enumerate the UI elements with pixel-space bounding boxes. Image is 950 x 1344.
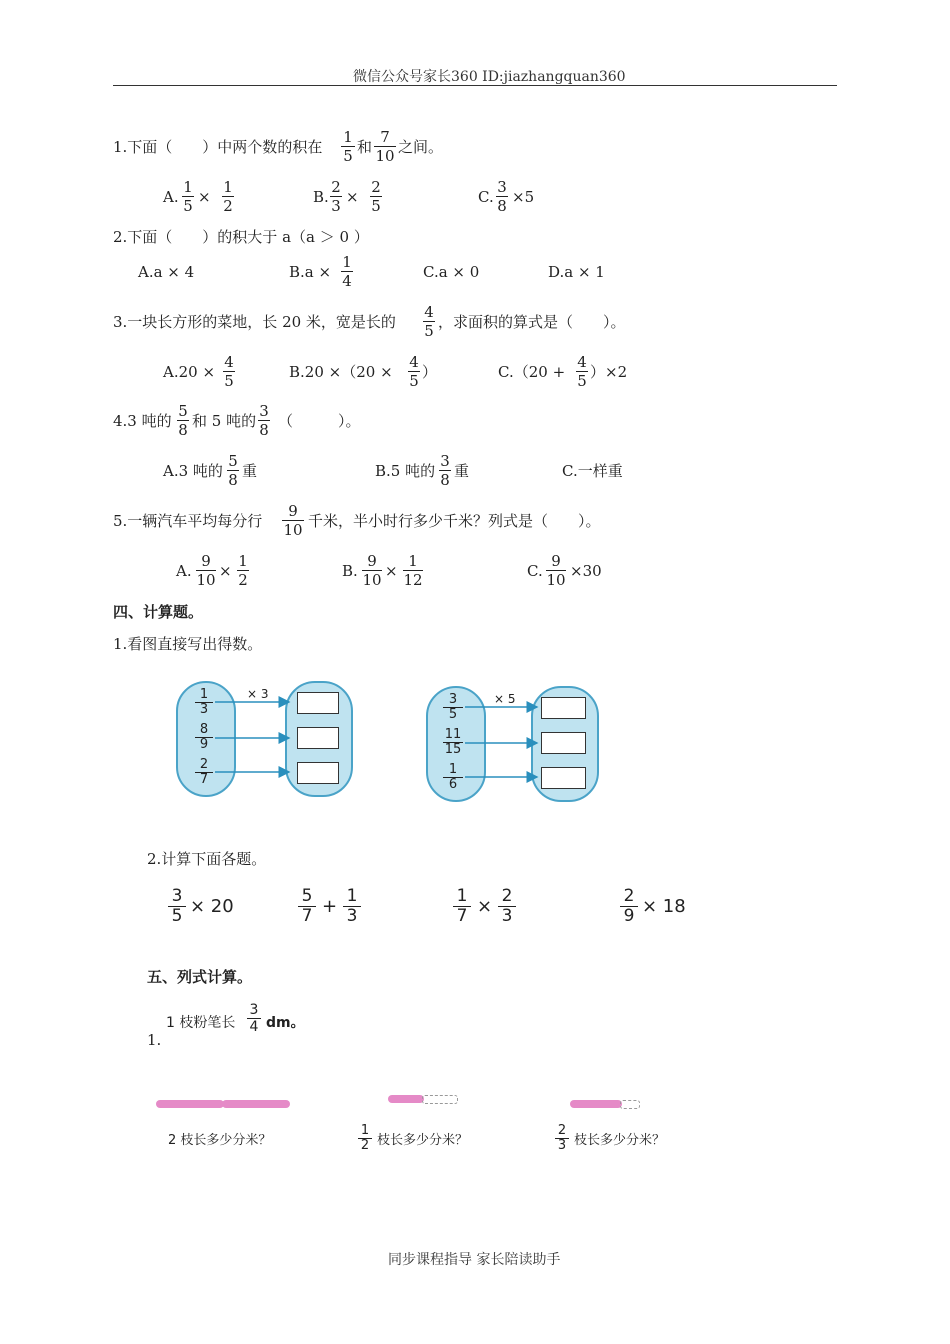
q3-text-a: 3.一块长方形的菜地，长 20 米，宽是长的 bbox=[113, 313, 396, 331]
calc-2-frac2: 1 3 bbox=[343, 887, 361, 926]
diagram-2-multiplier: × 5 bbox=[494, 692, 516, 706]
diagram-2-frac-1: 3 5 bbox=[443, 693, 463, 722]
answer-box[interactable] bbox=[541, 732, 586, 754]
calc-2-op: + bbox=[322, 896, 338, 917]
q4-opt-b: B.5 吨的 bbox=[375, 462, 436, 480]
answer-box[interactable] bbox=[541, 697, 586, 719]
q1-opt-a-label: A. bbox=[163, 188, 179, 206]
diagram-2-frac-3: 1 6 bbox=[443, 763, 463, 792]
q3-opt-b: B.20 ×（20 × bbox=[289, 363, 393, 381]
q5-opt-a-frac1: 9 10 bbox=[196, 552, 216, 589]
s4-q2-text: 2.计算下面各题。 bbox=[147, 850, 267, 868]
q4-text-b: 和 5 吨的 bbox=[192, 412, 257, 430]
q2-opt-d: D.a × 1 bbox=[548, 263, 605, 281]
q4-text-a: 4.3 吨的 bbox=[113, 412, 172, 430]
page-header: 微信公众号家长360 ID:jiazhangquan360 bbox=[353, 69, 626, 85]
q5-opt-b-op: × bbox=[385, 562, 398, 580]
diagram-1-frac-1: 1 3 bbox=[195, 688, 213, 717]
q4-opt-b-frac: 3 8 bbox=[440, 452, 450, 489]
header-rule bbox=[113, 85, 837, 86]
q1-text-a: 1.下面（ ）中两个数的积在 bbox=[113, 138, 323, 156]
diagram-2-frac-2: 11 15 bbox=[444, 727, 462, 757]
diagram-1-frac-3: 2 7 bbox=[195, 758, 213, 787]
calc-1-frac: 3 5 bbox=[168, 887, 186, 926]
q1-opt-c-tail: ×5 bbox=[512, 188, 535, 206]
q1-text-b: 和 bbox=[357, 138, 373, 156]
q4-text-c: （ ）。 bbox=[278, 412, 361, 430]
q5-opt-c-tail: ×30 bbox=[570, 562, 602, 580]
q5-opt-a-op: × bbox=[219, 562, 232, 580]
q1-opt-b-frac1: 2 3 bbox=[331, 178, 341, 215]
q4-opt-a-tail: 重 bbox=[242, 462, 258, 480]
q2-text: 2.下面（ ）的积大于 a（a ＞ 0 ） bbox=[113, 228, 369, 246]
q1-opt-b-op: × bbox=[346, 188, 359, 206]
calc-4-tail: × 18 bbox=[642, 896, 686, 917]
chalk-piece bbox=[570, 1100, 622, 1108]
q3-text-b: ，求面积的算式是（ ）。 bbox=[438, 313, 626, 331]
q3-fraction: 4 5 bbox=[424, 303, 434, 340]
q5-opt-a: A. bbox=[176, 562, 192, 580]
s5-q1-text-b: dm。 bbox=[266, 1015, 305, 1031]
q3-opt-b-tail: ） bbox=[422, 363, 438, 381]
q4-opt-c: C.一样重 bbox=[562, 462, 623, 480]
q4-opt-b-tail: 重 bbox=[454, 462, 470, 480]
calc-1-tail: × 20 bbox=[190, 896, 234, 917]
chalk-piece bbox=[156, 1100, 224, 1108]
chalk-question-1: 2 枝长多少分米？ bbox=[168, 1133, 272, 1148]
q4-fraction-2: 3 8 bbox=[259, 402, 269, 439]
s5-q1-text-a: 1 枝粉笔长 bbox=[166, 1015, 236, 1031]
chalk-piece bbox=[222, 1100, 290, 1108]
q3-opt-c-frac: 4 5 bbox=[577, 353, 587, 390]
diagram-1-multiplier: × 3 bbox=[247, 687, 269, 701]
q1-fraction-2: 7 10 bbox=[375, 128, 395, 165]
chalk-missing-part bbox=[422, 1095, 458, 1104]
q1-text-c: 之间。 bbox=[398, 138, 444, 156]
q5-opt-b: B. bbox=[342, 562, 358, 580]
page-footer: 同步课程指导 家长陪读助手 bbox=[388, 1252, 561, 1268]
q4-opt-a-frac: 5 8 bbox=[228, 452, 238, 489]
q3-opt-c: C.（20 + bbox=[498, 363, 566, 381]
q1-opt-c-label: C. bbox=[478, 188, 494, 206]
q3-opt-c-tail: ）×2 bbox=[590, 363, 628, 381]
q2-opt-c: C.a × 0 bbox=[423, 263, 480, 281]
q2-opt-a: A.a × 4 bbox=[138, 263, 195, 281]
calc-3-frac1: 1 7 bbox=[453, 887, 471, 926]
q5-fraction: 9 10 bbox=[283, 502, 303, 539]
q3-opt-a-frac: 4 5 bbox=[224, 353, 234, 390]
q2-opt-b-frac: 1 4 bbox=[342, 253, 352, 290]
q1-opt-b-frac2: 2 5 bbox=[371, 178, 381, 215]
s5-q1-frac: 3 4 bbox=[247, 1002, 261, 1035]
q5-opt-b-frac1: 9 10 bbox=[362, 552, 382, 589]
q5-text-a: 5.一辆汽车平均每分行 bbox=[113, 512, 263, 530]
q4-fraction-1: 5 8 bbox=[178, 402, 188, 439]
answer-box[interactable] bbox=[297, 762, 339, 784]
q3-opt-a: A.20 × bbox=[163, 363, 216, 381]
section-5-heading: 五、列式计算。 bbox=[147, 968, 253, 986]
q1-opt-b-label: B. bbox=[313, 188, 329, 206]
q1-opt-a-frac1: 1 5 bbox=[183, 178, 193, 215]
calc-2-frac1: 5 7 bbox=[298, 887, 316, 926]
q1-opt-a-op: × bbox=[198, 188, 211, 206]
q5-opt-c: C. bbox=[527, 562, 543, 580]
q1-opt-a-frac2: 1 2 bbox=[223, 178, 233, 215]
q5-opt-b-frac2: 1 12 bbox=[403, 552, 423, 589]
chalk-question-3: 枝长多少分米？ bbox=[574, 1133, 666, 1148]
answer-box[interactable] bbox=[541, 767, 586, 789]
q5-text-b: 千米，半小时行多少千米？列式是（ ）。 bbox=[308, 512, 601, 530]
q3-opt-b-frac: 4 5 bbox=[409, 353, 419, 390]
diagram-2-arrows bbox=[465, 700, 541, 790]
chalk-missing-part bbox=[620, 1100, 640, 1109]
q1-fraction-1: 1 5 bbox=[340, 128, 356, 165]
chalk-2-frac: 1 2 bbox=[358, 1124, 372, 1153]
calc-4-frac: 2 9 bbox=[620, 887, 638, 926]
chalk-3-frac: 2 3 bbox=[555, 1124, 569, 1153]
answer-box[interactable] bbox=[297, 692, 339, 714]
answer-box[interactable] bbox=[297, 727, 339, 749]
q2-opt-b: B.a × bbox=[289, 263, 332, 281]
chalk-question-2: 枝长多少分米？ bbox=[377, 1133, 469, 1148]
q4-opt-a: A.3 吨的 bbox=[163, 462, 223, 480]
q1-opt-c-frac: 3 8 bbox=[497, 178, 507, 215]
diagram-1-frac-2: 8 9 bbox=[195, 723, 213, 752]
q5-opt-c-frac: 9 10 bbox=[546, 552, 566, 589]
calc-3-op: × bbox=[477, 896, 493, 917]
s5-q1-number: 1. bbox=[147, 1031, 162, 1049]
section-4-heading: 四、计算题。 bbox=[113, 603, 204, 621]
chalk-piece bbox=[388, 1095, 424, 1103]
q5-opt-a-frac2: 1 2 bbox=[238, 552, 248, 589]
diagram-1-arrows bbox=[215, 695, 295, 785]
s4-q1-text: 1.看图直接写出得数。 bbox=[113, 635, 263, 653]
calc-3-frac2: 2 3 bbox=[498, 887, 516, 926]
